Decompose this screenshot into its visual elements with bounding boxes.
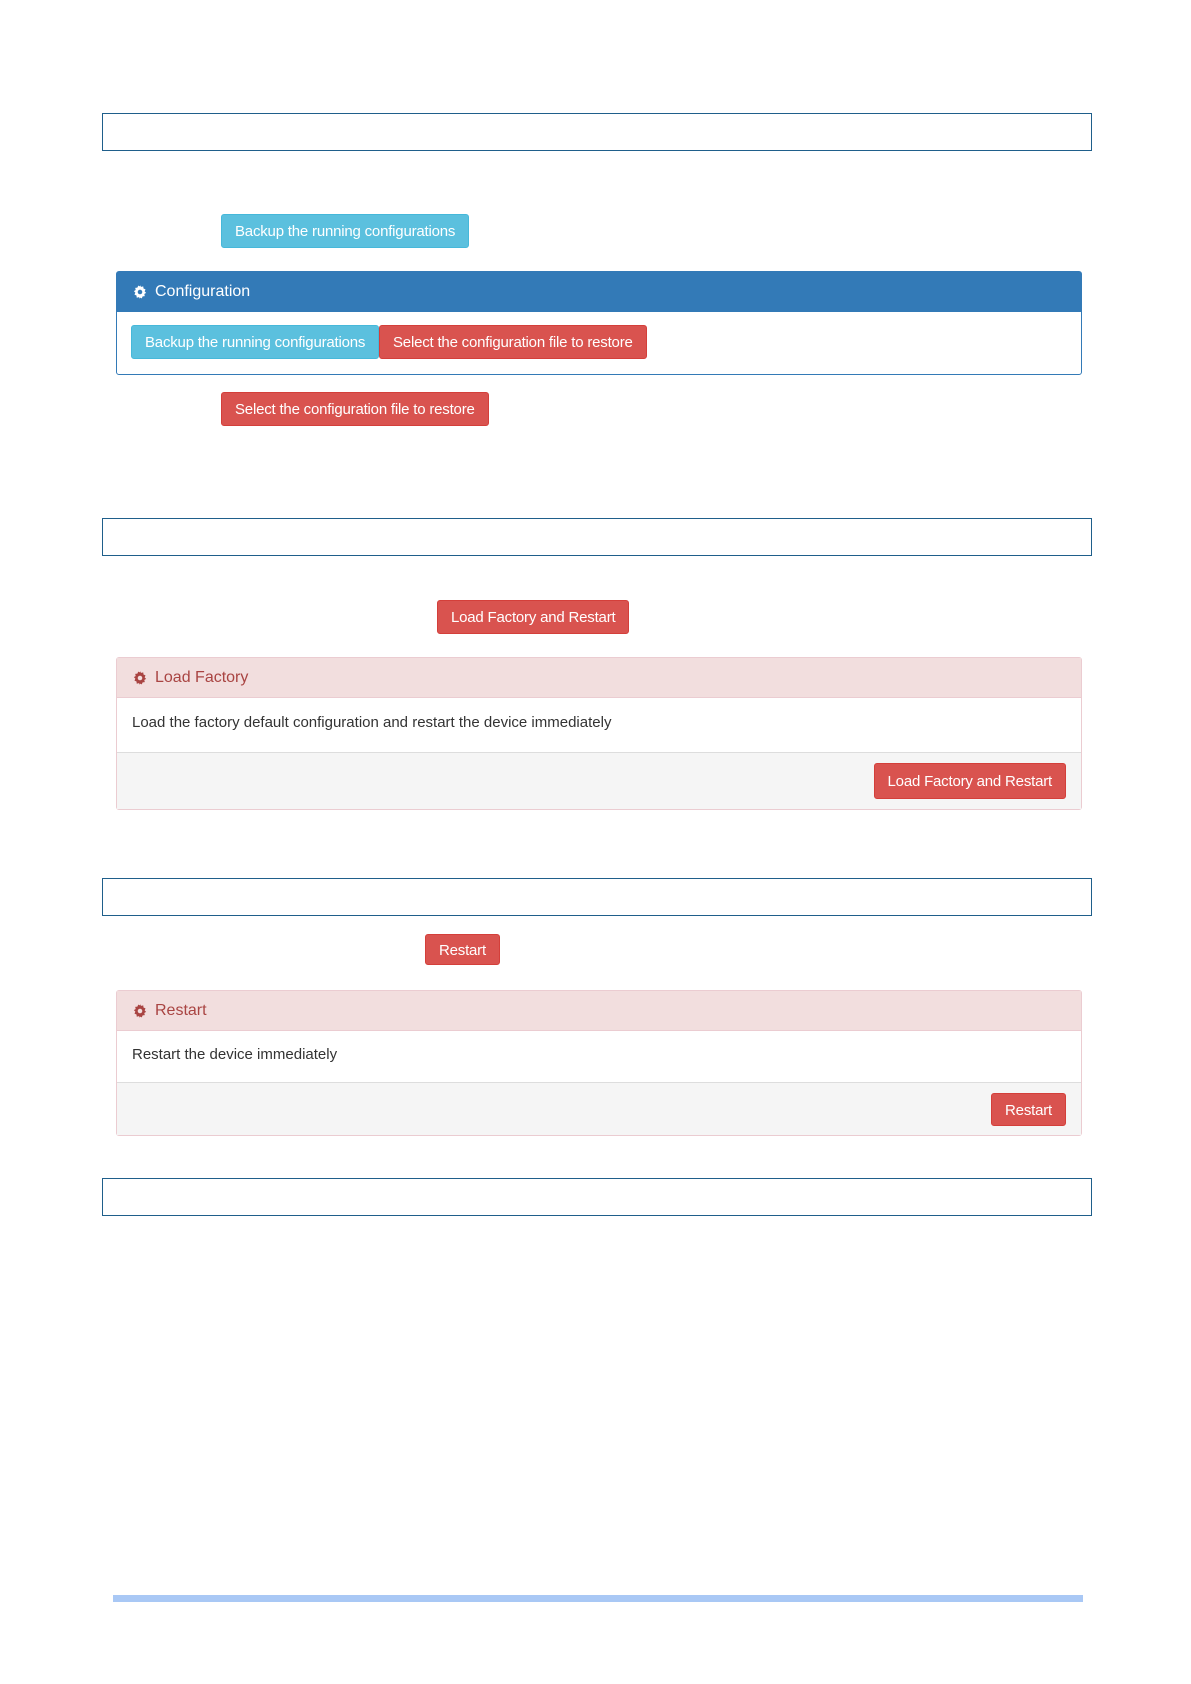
restore-select-button[interactable]: Select the configuration file to restore bbox=[221, 392, 489, 426]
configuration-panel-title: Configuration bbox=[155, 283, 251, 300]
gear-icon bbox=[133, 285, 147, 299]
restart-panel-body bbox=[117, 1031, 1081, 1082]
section-header-box-restart bbox=[102, 878, 1092, 916]
load-factory-panel-heading bbox=[117, 658, 1081, 698]
gear-icon bbox=[133, 1004, 147, 1018]
restart-panel-heading bbox=[117, 991, 1081, 1031]
load-factory-panel-title: Load Factory bbox=[155, 668, 249, 686]
restart-panel bbox=[116, 990, 1082, 1136]
restart-panel-footer bbox=[117, 1082, 1081, 1135]
restart-description: Restart the device immediately bbox=[132, 1046, 338, 1063]
panel-restart-button[interactable]: Restart bbox=[991, 1093, 1066, 1126]
panel-restore-button[interactable]: Select the configuration file to restore bbox=[379, 325, 647, 359]
gear-icon bbox=[133, 671, 147, 685]
panel-load-factory-button[interactable]: Load Factory and Restart bbox=[874, 763, 1066, 799]
panel-backup-button[interactable]: Backup the running configurations bbox=[131, 325, 379, 359]
backup-button[interactable]: Backup the running configurations bbox=[221, 214, 469, 248]
load-factory-button[interactable]: Load Factory and Restart bbox=[437, 600, 629, 634]
configuration-panel-body bbox=[117, 312, 1081, 374]
load-factory-panel-footer bbox=[117, 752, 1081, 809]
load-factory-description: Load the factory default configuration and restart the device immediately bbox=[132, 714, 612, 731]
section-header-box-load-factory bbox=[102, 518, 1092, 556]
restart-button[interactable]: Restart bbox=[425, 934, 500, 965]
restart-panel-title: Restart bbox=[155, 1001, 207, 1019]
load-factory-panel bbox=[116, 657, 1082, 810]
section-header-box-4 bbox=[102, 1178, 1092, 1216]
configuration-panel bbox=[116, 271, 1082, 375]
page-footer-rule bbox=[113, 1595, 1083, 1602]
configuration-panel-heading bbox=[117, 272, 1081, 312]
section-header-box-backup bbox=[102, 113, 1092, 151]
load-factory-panel-body bbox=[117, 698, 1081, 752]
